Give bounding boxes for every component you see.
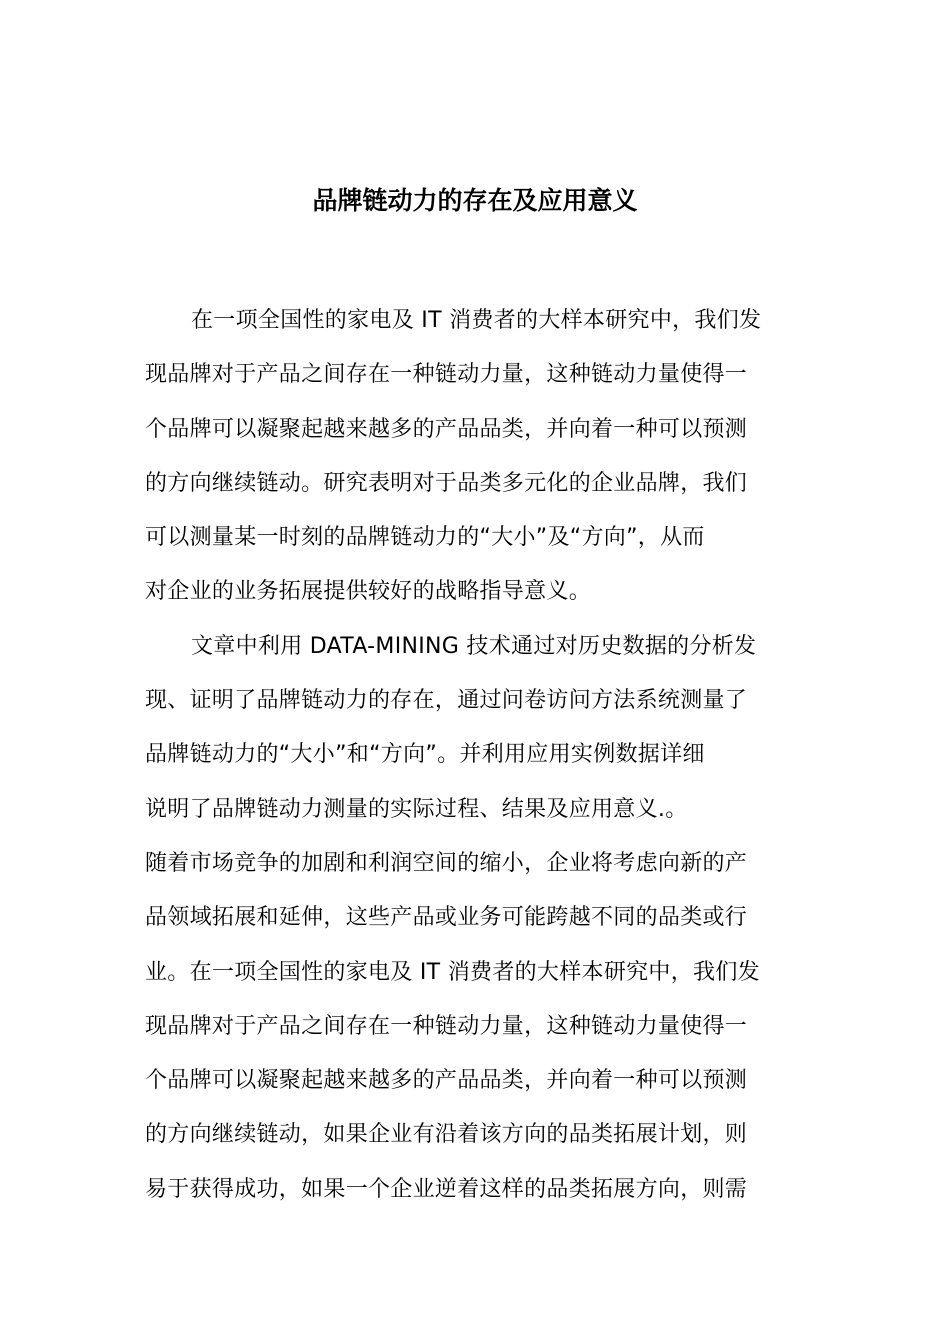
text-line: 业。在一项全国性的家电及 IT 消费者的大样本研究中，我们发 [145, 959, 760, 985]
text-line: 个品牌可以凝聚起越来越多的产品品类，并向着一种可以预测 [145, 1068, 748, 1094]
text-line: 的方向继续链动，如果企业有沿着该方向的品类拓展计划，则 [145, 1122, 748, 1148]
page-title: 品牌链动力的存在及应用意义 [312, 186, 638, 215]
text-line: 品领域拓展和延伸，这些产品或业务可能跨越不同的品类或行 [145, 905, 748, 931]
text-line: 个品牌可以凝聚起越来越多的产品品类，并向着一种可以预测 [145, 416, 748, 442]
paragraph [145, 625, 815, 842]
text-line: 易于获得成功，如果一个企业逆着这样的品类拓展方向，则需 [145, 1176, 748, 1202]
paragraph [145, 299, 815, 625]
paragraph [145, 842, 815, 1222]
document-body [145, 299, 815, 1222]
text-line: 对企业的业务拓展提供较好的战略指导意义。 [145, 579, 592, 605]
text-line: 在一项全国性的家电及 IT 消费者的大样本研究中，我们发 [191, 308, 762, 333]
text-line: 说明了品牌链动力测量的实际过程、结果及应用意义.。 [145, 796, 688, 822]
text-line: 现、证明了品牌链动力的存在，通过问卷访问方法系统测量了 [145, 688, 748, 714]
text-line: 的方向继续链动。研究表明对于品类多元化的企业品牌，我们 [145, 470, 748, 496]
text-line: 文章中利用 DATA-MINING 技术通过对历史数据的分析发 [191, 633, 757, 659]
text-line: 现品牌对于产品之间存在一种链动力量，这种链动力量使得一 [145, 1013, 748, 1039]
text-line: 可以测量某一时刻的品牌链动力的“大小”及“方向”，从而 [145, 525, 705, 551]
text-line: 随着市场竞争的加剧和利润空间的缩小，企业将考虑向新的产 [145, 850, 748, 876]
text-line: 现品牌对于产品之间存在一种链动力量，这种链动力量使得一 [145, 362, 748, 388]
text-line: 品牌链动力的“大小”和“方向”。并利用应用实例数据详细 [145, 742, 705, 768]
